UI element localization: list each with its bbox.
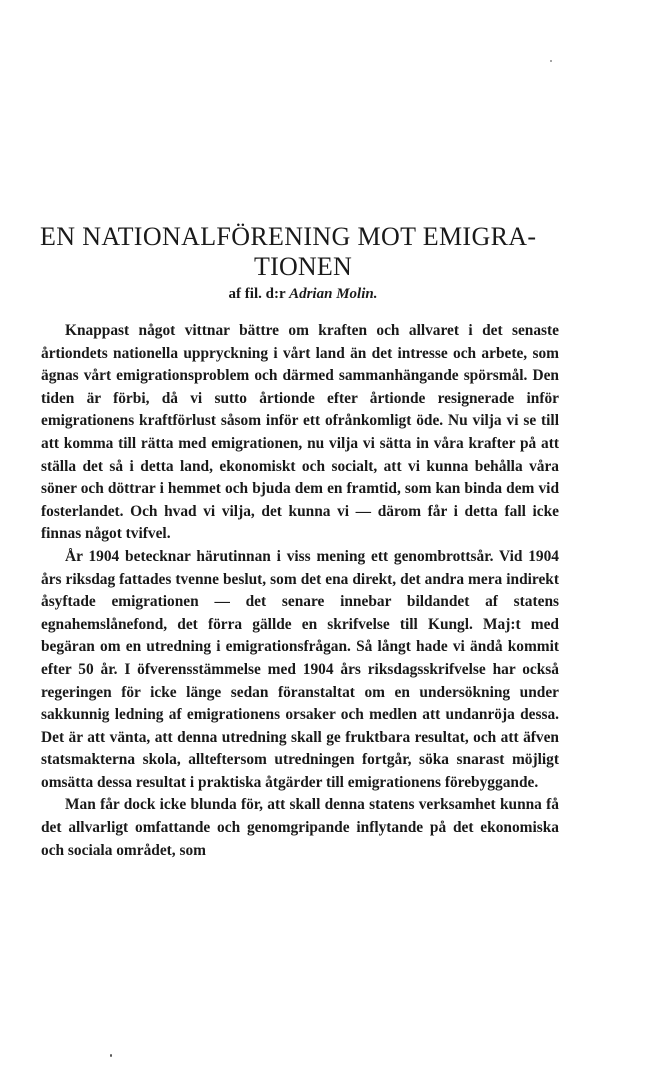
article-title-line-1: EN NATIONALFÖRENING MOT EMIGRA- — [40, 222, 537, 251]
speck-mark-bottom — [110, 1054, 112, 1057]
article-title — [40, 222, 566, 282]
paragraph-3: Man får dock icke blunda för, att skall denna statens verksamhet kunna få det allvarligt omfattande och genomgripande inflytande på det ekonomiska och sociala området, som — [41, 796, 559, 859]
byline-author: Adrian Molin. — [289, 286, 378, 302]
article-body — [41, 320, 559, 862]
speck-mark — [550, 60, 552, 62]
byline — [40, 286, 566, 303]
paragraph-2: År 1904 betecknar härutinnan i viss mening ett genombrottsår. Vid 1904 års riksdag fattades tvenne beslut, som det ena direkt, det andra mera indirekt åsyftade emigrationen — det senare innebar bildandet af statens egnahemslånefond, det förra gällde en skrifvelse till Kungl. Maj:t med begäran om en utredning i emigrationsfrågan. Så långt hade vi ändå kommit efter 50 år. I öfverensstämmelse med 1904 års riksdagsskrifvelse har också regeringen för icke länge sedan föranstaltat om en undersökning under sakkunnig ledning af emigrationens orsaker och medlen att undanröja dessa. Det är att vänta, att denna utredning skall ge fruktbara resultat, och att äfven statsmakterna skola, allteftersom utredningen fortgår, söka snarast möjligt omsätta dessa resultat i praktiska åtgärder till emigrationens förebyggande. — [41, 547, 559, 791]
byline-prefix: af fil. d:r — [228, 286, 290, 302]
article-title-line-2: TIONEN — [254, 252, 352, 281]
paragraph-1: Knappast något vittnar bättre om kraften och allvaret i det senaste årtiondets nationella uppryckning i vårt land än det intresse och arbete, som ägnas vårt emigrationsproblem och därmed sammanhängande spörsmål. Den tiden är förbi, då vi sutto årtionde efter årtionde resignerade inför emigrationens kraftförlust såsom inför ett ofrånkomligt öde. Nu vilja vi se till att komma till rätta med emigrationen, nu vilja vi sätta in våra krafter på att ställa det så i detta land, ekonomiskt och socialt, att vi kunna behålla våra söner och döttrar i hemmet och bjuda dem en framtid, som kan binda dem vid fosterlandet. Och hvad vi vilja, det kunna vi — därom får i detta fall icke finnas något tvifvel. — [41, 322, 559, 543]
